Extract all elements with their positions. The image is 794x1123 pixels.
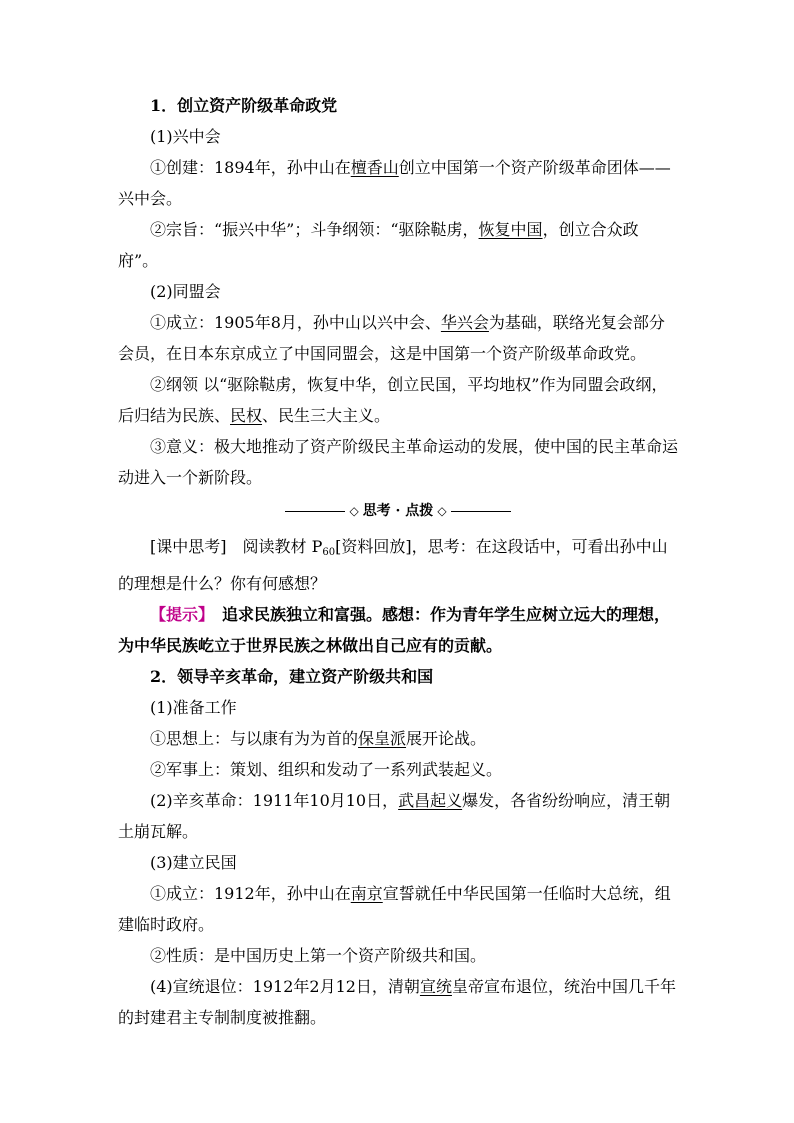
section-1-title: 1．创立资产阶级革命政党	[150, 96, 338, 115]
blank-answer: 宣统	[419, 977, 452, 996]
roc-founding: ①成立：1912年，孙中山在南京宣誓就任中华民国第一任临时大总统，组建临时政府。	[118, 884, 671, 934]
prep-ideology: ①思想上：与以康有为为首的保皇派展开论战。	[150, 729, 487, 748]
document-page	[118, 90, 678, 1033]
xingzhonghui-heading: (1)兴中会	[150, 127, 221, 146]
think-question: [课中思考] 阅读教材 $P_{60}$[资料回放]，思考：在这段话中，可看出孙中山的理想是什么？你有何感想？	[118, 537, 668, 593]
divider-label: 思考 · 点拨	[362, 502, 434, 519]
blank-answer: 恢复中国	[478, 220, 543, 239]
think-hint: 【提示】 追求民族独立和富强。感想：作为青年学生应树立远大的理想，为中华民族屹立于世界民族之林做出自己应有的贡献。	[118, 605, 671, 655]
roc-nature: ②性质：是中国历史上第一个资产阶级共和国。	[150, 946, 487, 965]
roc-heading: (3)建立民国	[150, 853, 237, 872]
prep-military: ②军事上：策划、组织和发动了一系列武装起义。	[150, 760, 503, 779]
blank-answer: 华兴会	[440, 313, 489, 332]
diamond-icon: ◇	[437, 503, 447, 518]
think-divider	[118, 497, 678, 525]
blank-answer: 保皇派	[358, 729, 407, 748]
tongmenghui-founding: ①成立：1905年8月，孙中山以兴中会、华兴会为基础，联络光复会部分会员，在日本东京成立了中国同盟会，这是中国第一个资产阶级革命政党。	[118, 313, 665, 363]
blank-answer: 南京	[350, 884, 383, 903]
xingzhonghui-aim: ②宗旨：“振兴中华”；斗争纲领：“驱除鞑虏，恢复中国，创立合众政府”。	[118, 220, 639, 270]
xinhai-revolution: (2)辛亥革命：1911年10月10日，武昌起义爆发，各省纷纷响应，清王朝土崩瓦解。	[118, 791, 671, 841]
blank-answer: 檀香山	[350, 158, 399, 177]
diamond-icon: ◇	[349, 503, 359, 518]
xuantong-abdication: (4)宣统退位：1912年2月12日，清朝宣统皇帝宣布退位，统治中国几千年的封建君主专制制度被推翻。	[118, 977, 676, 1027]
blank-answer: 武昌起义	[398, 791, 463, 810]
tongmenghui-meaning: ③意义：极大地推动了资产阶级民主革命运动的发展，使中国的民主革命运动进入一个新阶段。	[118, 437, 679, 487]
section-2-title: 2．领导辛亥革命，建立资产阶级共和国	[150, 667, 434, 686]
blank-answer: 民权	[230, 406, 263, 425]
divider-rule-right	[451, 511, 511, 512]
xingzhonghui-founding: ①创建：1894年，孙中山在檀香山创立中国第一个资产阶级革命团体——兴中会。	[118, 158, 671, 208]
tongmenghui-program: ②纲领 以“驱除鞑虏，恢复中华，创立民国，平均地权”作为同盟会政纲，后归结为民族、民权、民生三大主义。	[118, 375, 668, 425]
divider-rule-left	[285, 511, 345, 512]
tongmenghui-heading: (2)同盟会	[150, 282, 221, 301]
hint-label: 【提示】	[150, 605, 207, 624]
prep-heading: (1)准备工作	[150, 698, 237, 717]
